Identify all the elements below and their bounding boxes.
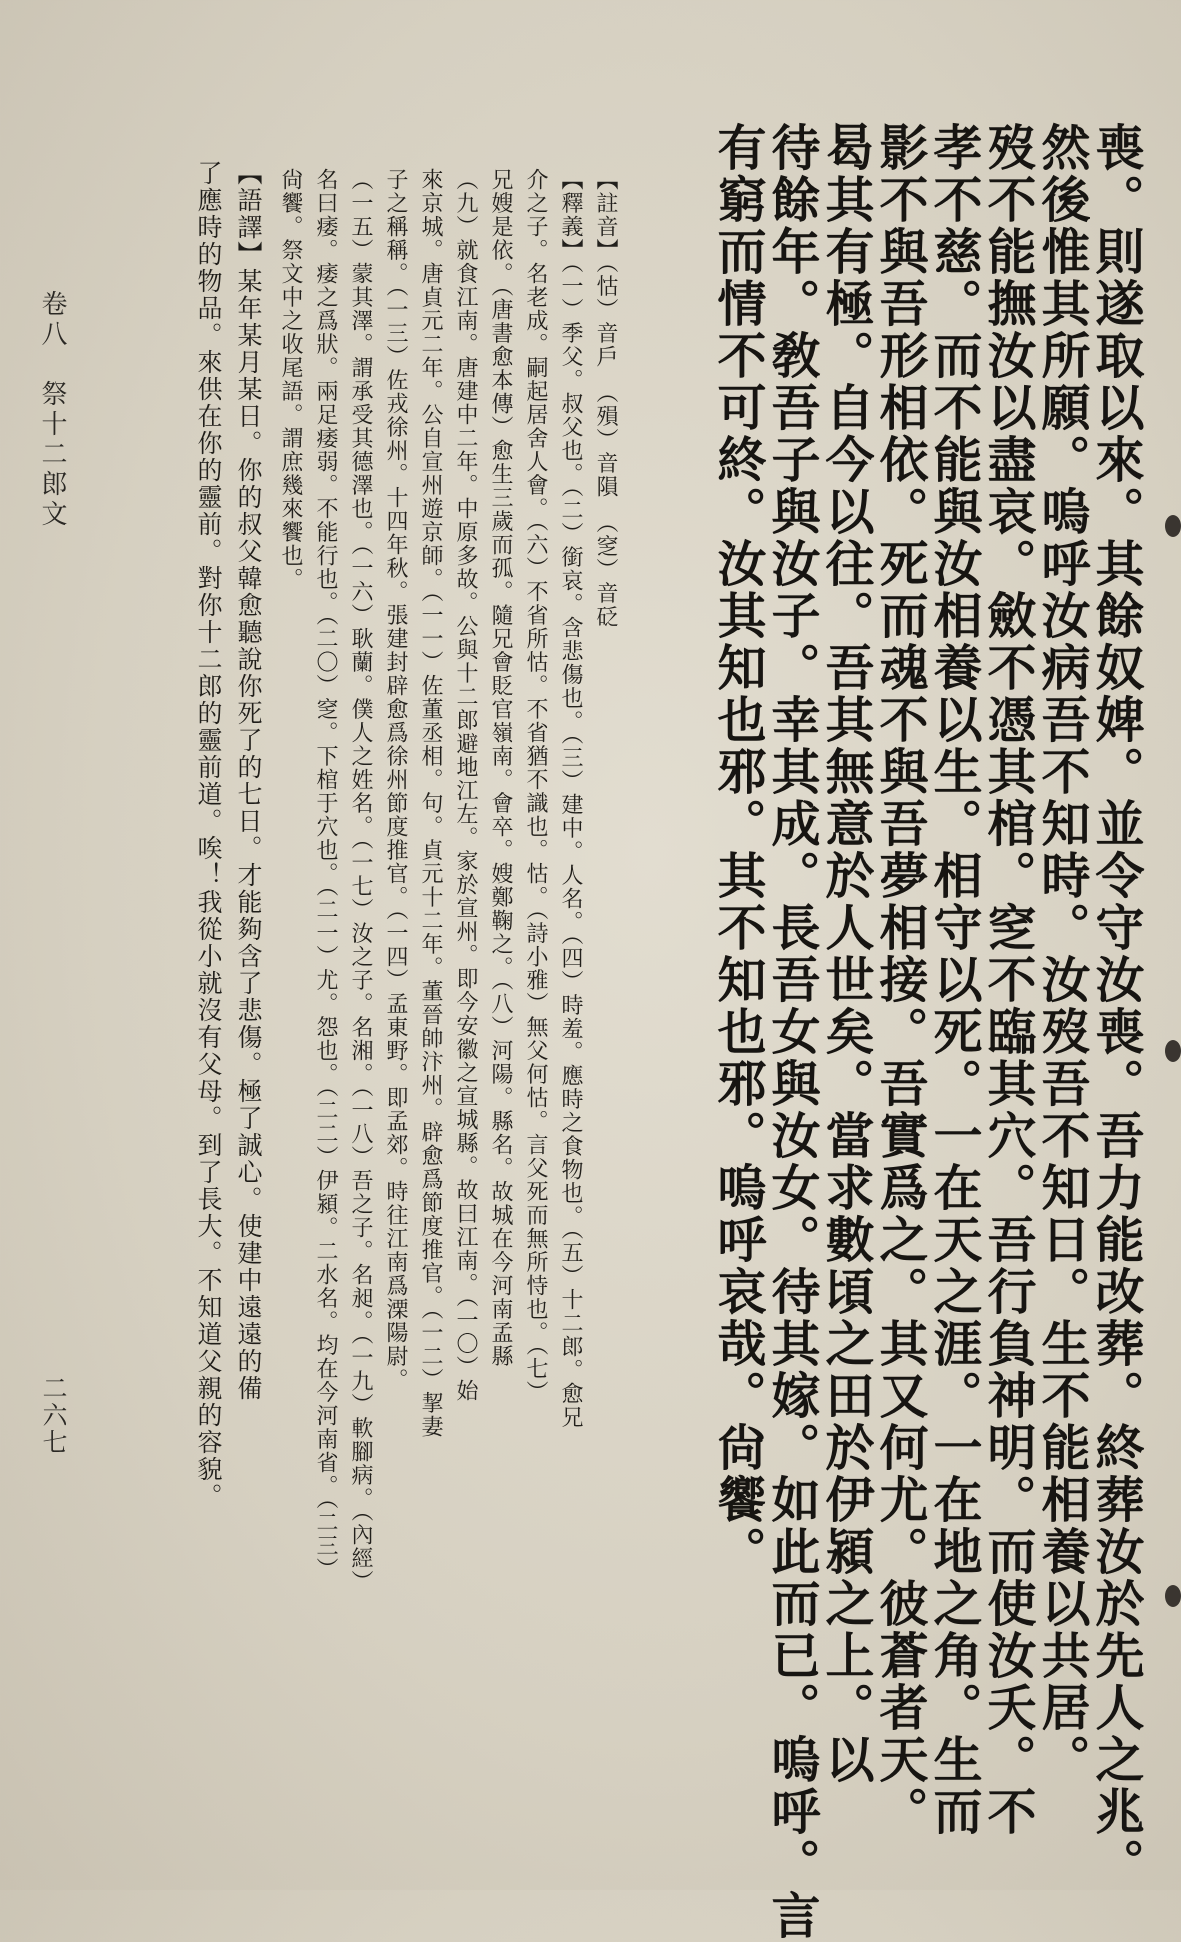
note-column: 來京城。唐貞元二年。公自宣州遊京師。（一一）佐董丞相。句。貞元十二年。董晉帥汴州。辟愈爲節度推官。（一二）挈妻 [418,168,443,1439]
note-column: （九）就食江南。唐建中二年。中原多故。公與十二郎避地江左。家於宣州。即今安徽之宣城縣。故曰江南。（一〇）始 [453,168,478,1403]
main-text-column: 有窮而情不可終。汝其知也邪。其不知也邪。嗚呼哀哉。尙饗。 [710,122,768,1578]
binding-hole [1165,1040,1181,1062]
main-text-column: 喪。則遂取以來。其餘奴婢。並令守汝喪。吾力能改葬。終葬汝於先人之兆。 [1088,122,1146,1890]
note-column: 子之稱稱。（一三）佐戎徐州。十四年秋。張建封辟愈爲徐州節度推官。（一四）孟東野。即孟郊。時往江南爲溧陽尉。 [383,168,408,1392]
main-text-column: 影不與吾形相依。死而魂不與吾夢相接。吾實爲之。其又何尤。彼蒼者天。 [872,122,930,1838]
main-text-column: 然後惟其所願。嗚呼汝病吾不知時。汝歿吾不知日。生不能相養以共居。 [1034,122,1092,1786]
note-column: 【註音】（怙）音戶 （殞）音隕 （窆）音砭 [593,168,618,629]
page-number: 二六七 [39,1375,68,1456]
translation-column: 了應時的物品。來供在你的靈前。對你十二郎的靈前道。唉！我從小就沒有父母。到了長大。不知道父親的容貌。 [194,160,223,1510]
note-column: （一五）蒙其澤。謂承受其德澤也。（一六）耿蘭。僕人之姓名。（一七）汝之子。名湘。（一八）吾之子。名昶。（一九）軟腳病。（內經） [348,168,373,1594]
main-text-column: 孝不慈。而不能與汝相養以生。相守以死。一在天之涯。一在地之角。生而 [926,122,984,1838]
main-text-column: 曷其有極。自今以往。吾其無意於人世矣。當求數頃之田於伊潁之上。以 [818,122,876,1786]
note-column: 介之子。名老成。嗣起居舍人會。（六）不省所怙。不省猶不識也。怙。（詩小雅）無父何怙。言父死而無所恃也。（七） [523,168,548,1404]
note-column: 【釋義】（一）季父。叔父也。（二）銜哀。含悲傷也。（三）建中。人名。（四）時羞。應時之食物也。（五）十二郎。愈兄 [558,168,583,1429]
running-header: 卷八 祭十二郎文 [37,290,67,530]
note-column: 尙饗。祭文中之收尾語。謂庶幾來饗也。 [278,168,303,591]
note-column: 兄嫂是依。（唐書愈本傳）愈生三歲而孤。隨兄會貶官嶺南。會卒。嫂鄭鞠之。（八）河陽。縣名。故城在今河南孟縣 [488,168,513,1368]
note-column: 名曰痿。痿之爲狀。兩足痿弱。不能行也。（二〇）窆。下棺于穴也。（二一）尤。怨也。（二二）伊潁。二水名。均在今河南省。（二三） [313,168,338,1581]
main-text-column: 歿不能撫汝以盡哀。斂不憑其棺。窆不臨其穴。吾行負神明。而使汝夭。不 [980,122,1038,1838]
binding-hole [1165,515,1181,537]
translation-column: 【語譯】某年某月某日。你的叔父韓愈聽說你死了的七日。才能夠含了悲傷。極了誠心。使建中遠遠的備 [234,160,263,1402]
binding-hole [1165,1585,1181,1607]
main-text-column: 待餘年。敎吾子與汝子。幸其成。長吾女與汝女。待其嫁。如此而已。嗚呼。言 [764,122,822,1942]
